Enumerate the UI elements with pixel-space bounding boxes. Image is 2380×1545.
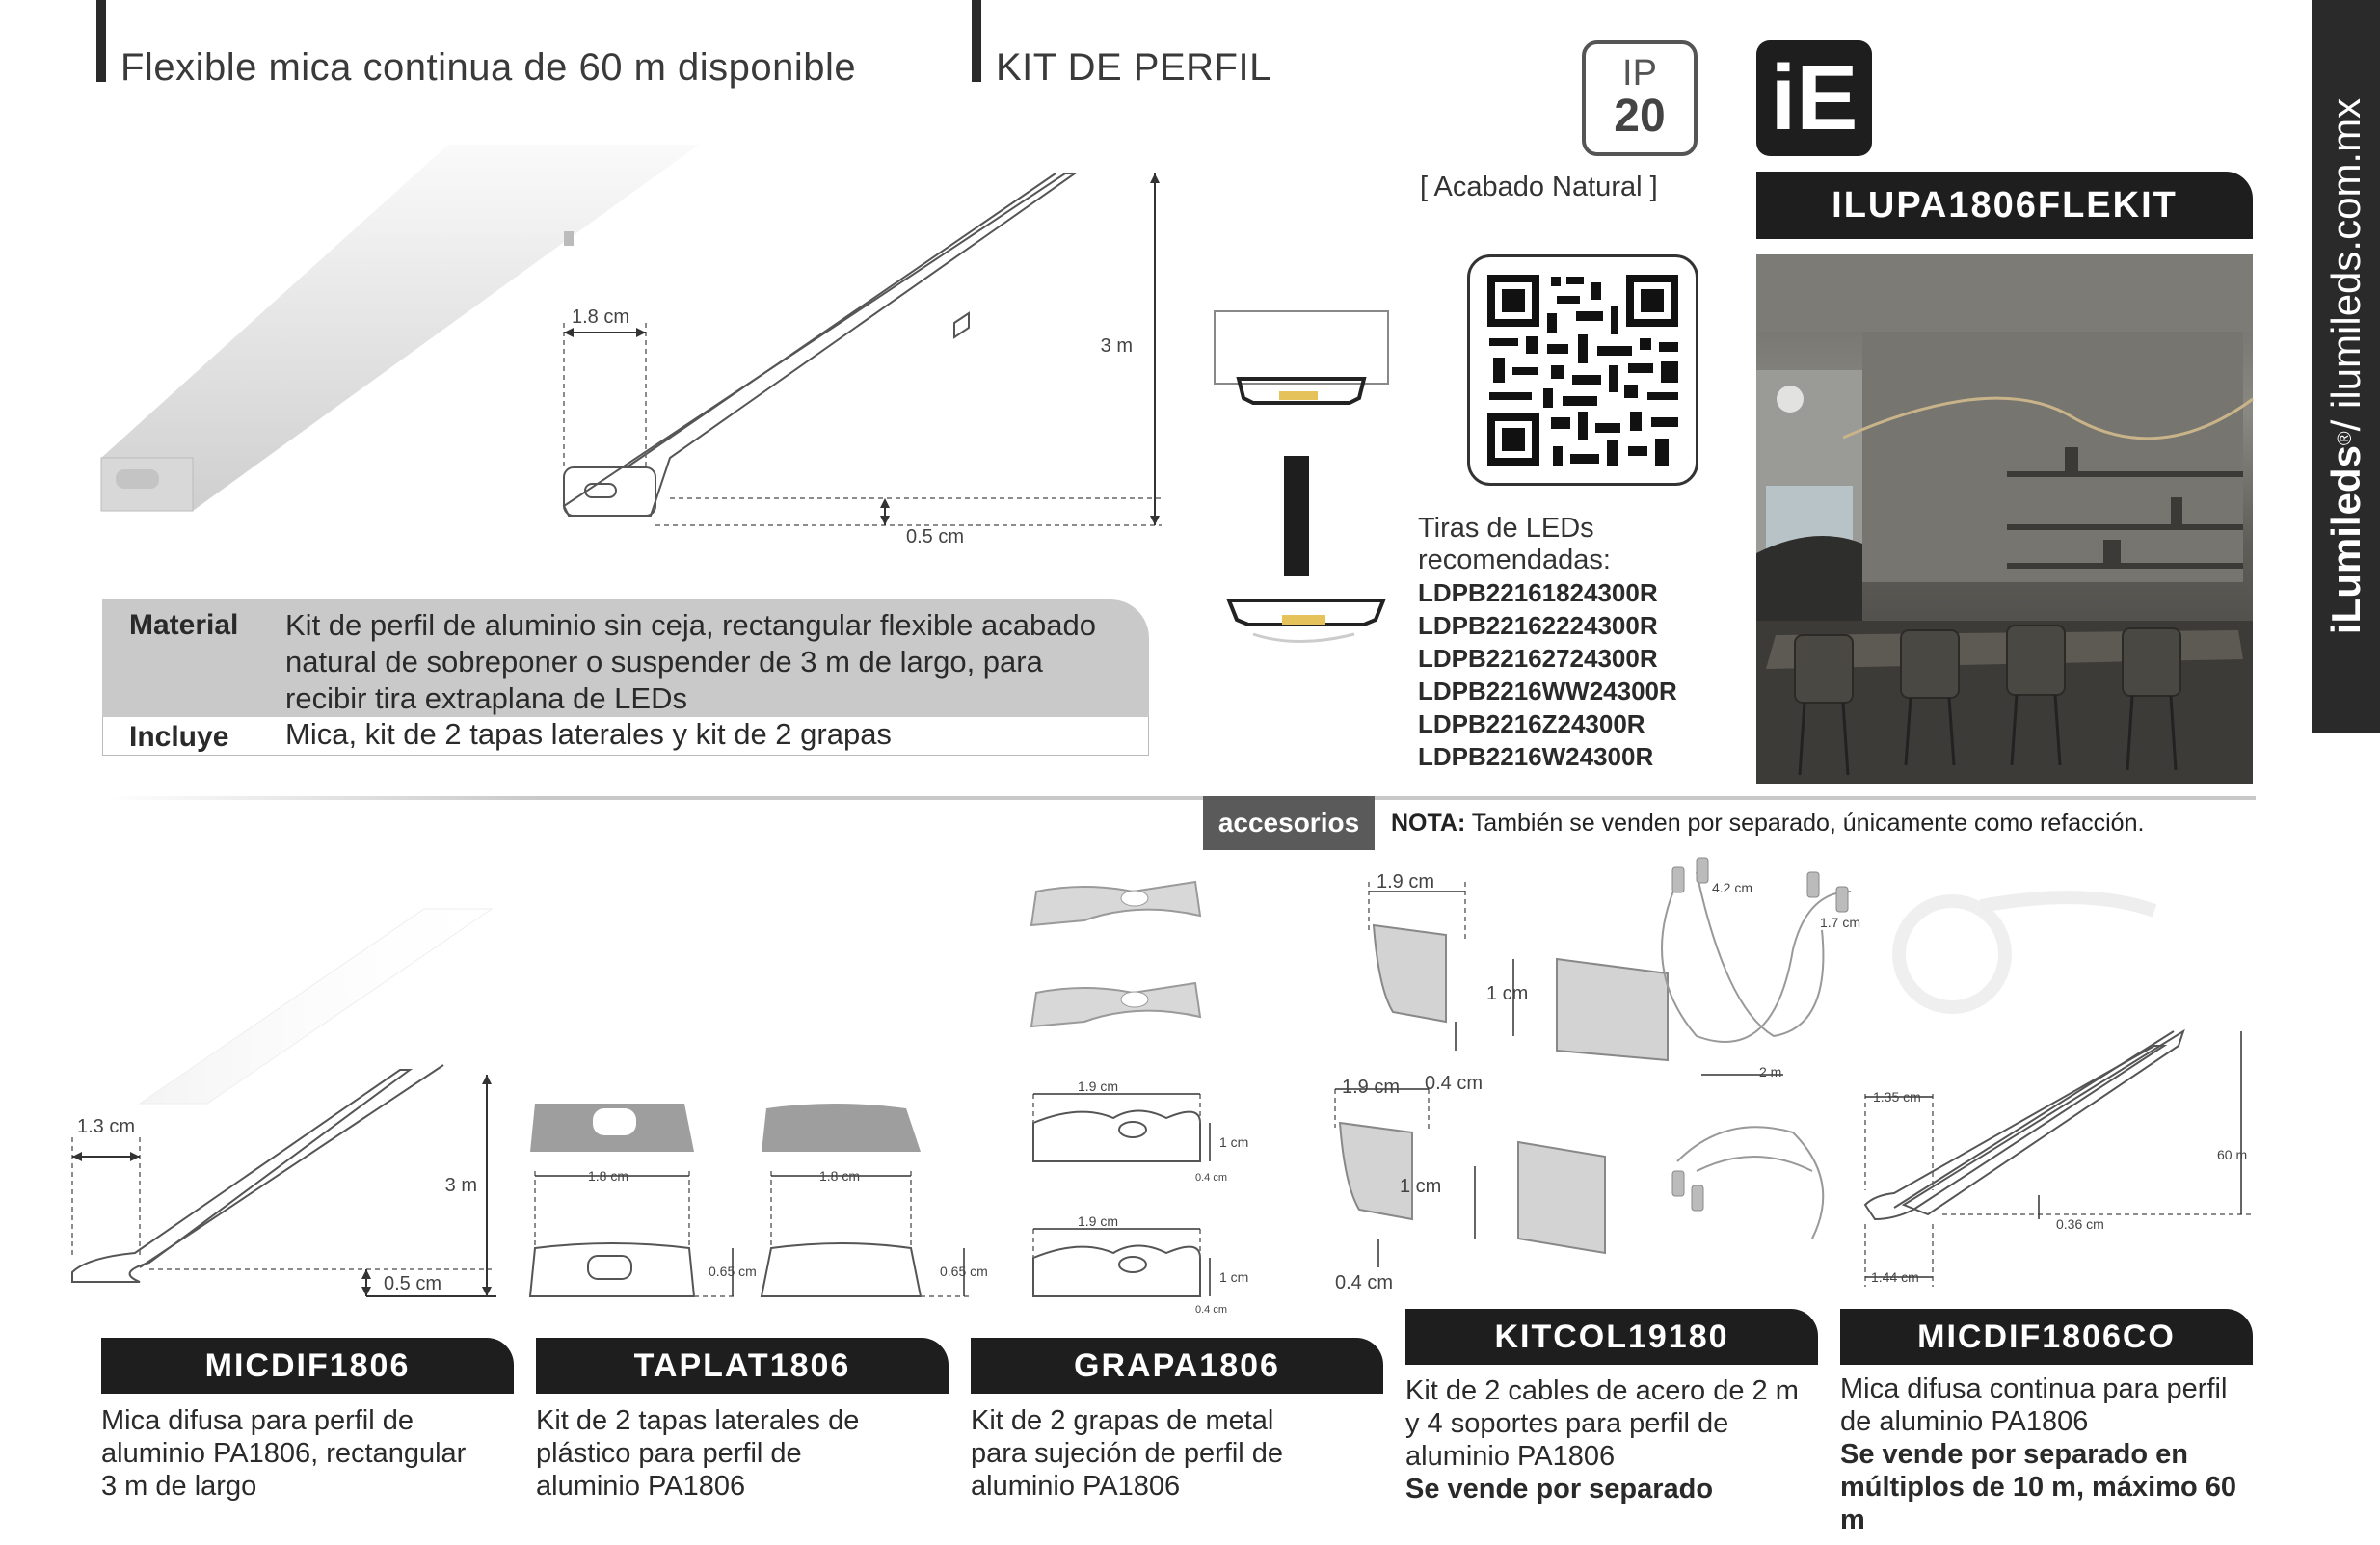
product-code-micdif1806co: MICDIF1806CO: [1840, 1309, 2253, 1365]
led-strip-item: LDPB2216W24300R: [1418, 742, 1654, 771]
header-left-bar: [96, 0, 106, 82]
led-strips-heading: Tiras de LEDs recomendadas:: [1418, 513, 1611, 575]
clip-dim-thick-2: 0.4 cm: [1195, 1304, 1228, 1316]
end-caps-drawing: [525, 1094, 993, 1316]
clip-dim-width-2: 1.9 cm: [1078, 1213, 1119, 1229]
mica-dim-length: 3 m: [444, 1175, 477, 1196]
product-code-micdif1806: MICDIF1806: [101, 1338, 514, 1394]
desc-text: Kit de 2 cables de acero de 2 m y 4 soportes para perfil de aluminio PA1806: [1405, 1375, 1799, 1472]
led-strip-item: LDPB22162224300R: [1418, 611, 1658, 640]
side-brand-url: / ilumileds.com.mx: [2322, 97, 2368, 432]
side-brand-name: iLumileds: [2322, 445, 2368, 635]
cable-dim-a: 4.2 cm: [1712, 880, 1753, 895]
led-strip-item: LDPB22162724300R: [1418, 644, 1658, 673]
cable-dim-b: 1.7 cm: [1820, 915, 1861, 930]
desc-text: Kit de 2 tapas laterales de plástico para perfil de aluminio PA1806: [536, 1405, 860, 1502]
accessories-note-text: También se venden por separado, únicamente como refacción.: [1465, 810, 2145, 837]
desc-text: Mica difusa para perfil de aluminio PA1806, rectangular 3 m de largo: [101, 1405, 467, 1502]
kit-dim-height-2: 1 cm: [1400, 1176, 1442, 1197]
mica-dim-height: 0.5 cm: [384, 1273, 442, 1294]
clip-dim-thick-1: 0.4 cm: [1195, 1172, 1228, 1184]
ip-label: IP: [1622, 53, 1657, 93]
side-brand-reg: ®: [2335, 431, 2356, 446]
kit-dim-thick-1: 0.4 cm: [1425, 1073, 1484, 1094]
led-strip-item: LDPB22161824300R: [1418, 578, 1658, 607]
ip-badge: [1582, 40, 1698, 156]
accessories-tag: accesorios: [1203, 796, 1375, 850]
product-code-taplat1806: TAPLAT1806: [536, 1338, 949, 1394]
product-desc-kitcol19180: [1405, 1374, 1810, 1505]
spec-material-label: Material: [129, 609, 239, 641]
brand-logo: [1756, 40, 1872, 156]
cable-kit-drawing: [1272, 853, 1861, 1296]
kit-dim-width-2: 1.9 cm: [1342, 1077, 1401, 1098]
spec-material-text: Kit de perfil de aluminio sin ceja, rectangular flexible acabado natural de sobreponer o suspender de 3 m de largo, para recibir tira extraplana de LEDs: [285, 608, 1096, 715]
desc-bold: Se vende por separado: [1405, 1474, 1714, 1505]
clip-dim-height-1: 1 cm: [1219, 1134, 1249, 1150]
desc-text: Mica difusa continua para perfil de aluminio PA1806: [1840, 1373, 2228, 1437]
interior-photo: [1756, 254, 2253, 784]
mica-drawing: [67, 901, 511, 1306]
finish-label: [ Acabado Natural ]: [1420, 172, 1658, 202]
accessories-note: [1391, 810, 2144, 838]
accessories-note-label: NOTA:: [1391, 810, 1466, 837]
header-right-title: KIT DE PERFIL: [996, 46, 1271, 89]
product-desc-micdif1806: [101, 1404, 468, 1503]
spec-includes-text: Mica, kit de 2 tapas laterales y kit de 2 grapas: [285, 717, 892, 751]
cont-dim-base: 1.44 cm: [1871, 1269, 1919, 1285]
product-code-kitcol19180: KITCOL19180: [1405, 1309, 1818, 1365]
clips-drawing: [1022, 877, 1272, 1320]
product-desc-taplat1806: [536, 1404, 902, 1503]
led-strip-item: LDPB2216WW24300R: [1418, 677, 1677, 706]
product-desc-micdif1806co: [1840, 1372, 2245, 1536]
clip-dim-height-2: 1 cm: [1219, 1269, 1249, 1285]
qr-code: [1467, 254, 1698, 486]
desc-bold: Se vende por separado en múltiplos de 10 m, máximo 60 m: [1840, 1439, 2236, 1535]
product-code-grapa1806: GRAPA1806: [971, 1338, 1383, 1394]
kit-dim-width-1: 1.9 cm: [1377, 871, 1435, 892]
kit-dim-thick-2: 0.4 cm: [1335, 1272, 1394, 1293]
mica-dim-width: 1.3 cm: [77, 1116, 136, 1137]
cap-dim-height-2: 0.65 cm: [940, 1264, 988, 1279]
cont-dim-width: 1.35 cm: [1873, 1089, 1921, 1105]
main-dim-length: 3 m: [1100, 335, 1133, 357]
desc-text: Kit de 2 grapas de metal para sujeción de perfil de aluminio PA1806: [971, 1405, 1284, 1502]
product-code-banner: ILUPA1806FLEKIT: [1756, 172, 2253, 239]
continuous-mica-drawing: [1836, 887, 2260, 1301]
side-brand-text: [2312, 0, 2380, 733]
kit-dim-height-1: 1 cm: [1486, 983, 1529, 1004]
product-desc-grapa1806: [971, 1404, 1337, 1503]
spec-includes-label: Incluye: [129, 721, 229, 753]
ip-value: 20: [1614, 91, 1666, 142]
cap-dim-width-2: 1.8 cm: [819, 1168, 861, 1184]
cap-dim-height-1: 0.65 cm: [709, 1264, 757, 1279]
cable-dim-length: 2 m: [1759, 1064, 1782, 1079]
section-divider: [106, 796, 2256, 800]
main-dim-width: 1.8 cm: [572, 306, 630, 328]
header-left-title: Flexible mica continua de 60 m disponible: [120, 46, 857, 89]
led-strips-list: [1418, 513, 1746, 773]
section-views: [1210, 306, 1403, 665]
clip-dim-width-1: 1.9 cm: [1078, 1079, 1119, 1094]
main-dim-height: 0.5 cm: [906, 526, 965, 547]
brand-logo-text: iE: [1770, 46, 1859, 149]
main-profile-drawing: [92, 140, 1190, 564]
cap-dim-width-1: 1.8 cm: [588, 1168, 629, 1184]
cont-dim-length: 60 m: [2217, 1147, 2248, 1162]
header-right-bar: [972, 0, 981, 82]
led-strip-item: LDPB2216Z24300R: [1418, 709, 1645, 738]
cont-dim-height: 0.36 cm: [2056, 1216, 2104, 1232]
